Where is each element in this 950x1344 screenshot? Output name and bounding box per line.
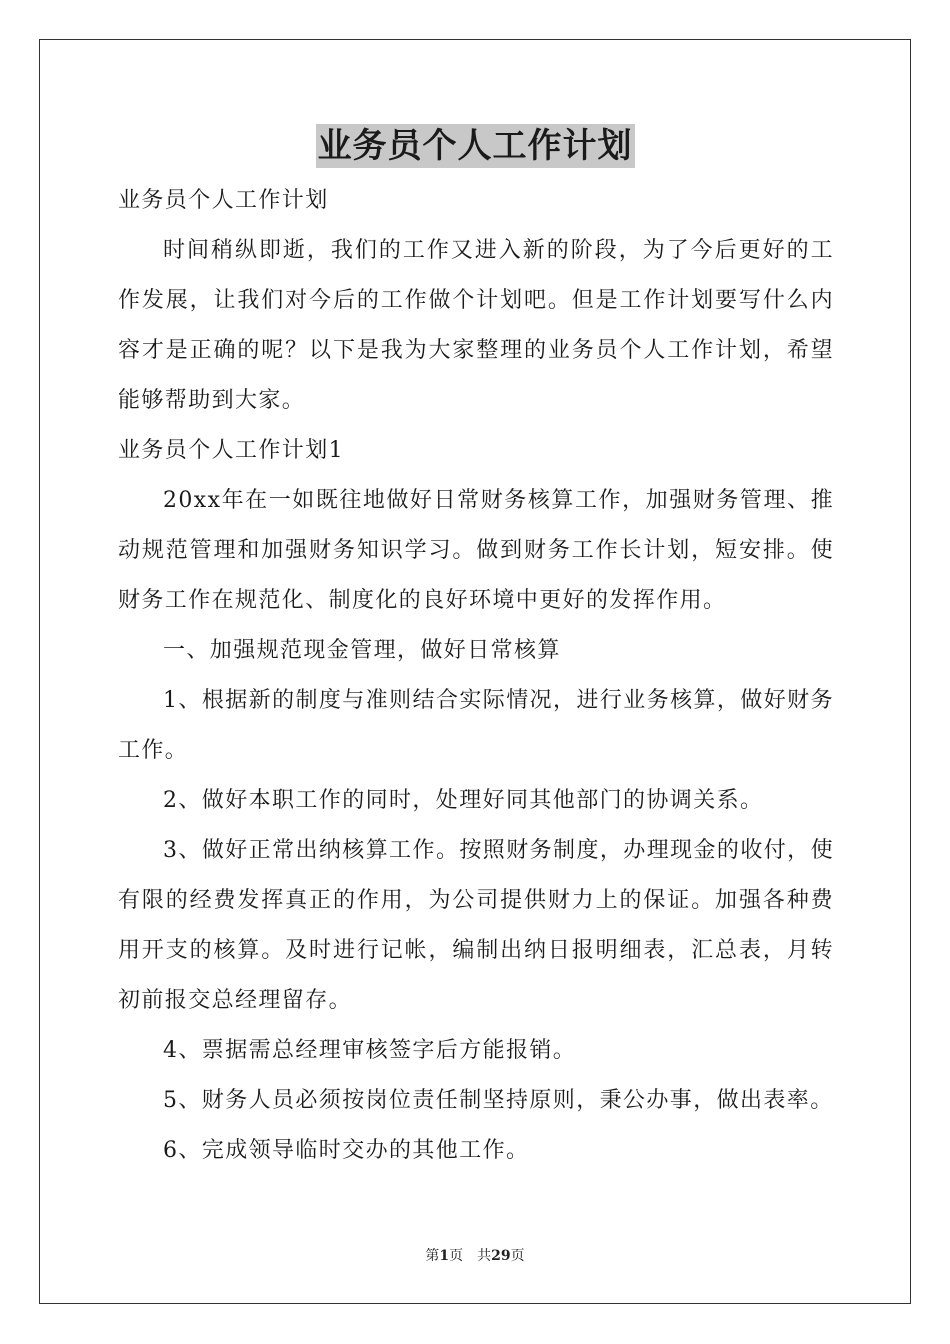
footer-total-suffix: 页: [510, 1248, 525, 1264]
document-title: [0, 124, 950, 168]
paragraph: 1、根据新的制度与准则结合实际情况，进行业务核算，做好财务工作。: [118, 688, 834, 763]
paragraph: 5、财务人员必须按岗位责任制坚持原则，秉公办事，做出表率。: [163, 1088, 834, 1113]
footer-page-suffix: 页: [449, 1248, 464, 1264]
paragraph: 20xx年在一如既往地做好日常财务核算工作，加强财务管理、推动规范管理和加强财务知识学习。做到财务工作长计划，短安排。使财务工作在规范化、制度化的良好环境中更好的发挥作用。: [118, 488, 834, 613]
footer-total-prefix: 共: [477, 1248, 492, 1264]
paragraph: 2、做好本职工作的同时，处理好同其他部门的协调关系。: [163, 788, 764, 813]
paragraph: 业务员个人工作计划1: [118, 438, 344, 463]
footer-page-number: 1: [439, 1248, 450, 1264]
footer-total-pages: 29: [491, 1248, 511, 1264]
paragraph: 3、做好正常出纳核算工作。按照财务制度，办理现金的收付，使有限的经费发挥真正的作用，为公司提供财力上的保证。加强各种费用开支的核算。及时进行记帐，编制出纳日报明细表，汇总表，月转初前报交总经理留存。: [118, 838, 834, 1013]
page-footer: [0, 1245, 950, 1265]
paragraph: 业务员个人工作计划: [118, 188, 329, 213]
footer-page-prefix: 第: [425, 1248, 440, 1264]
paragraph: 6、完成领导临时交办的其他工作。: [163, 1138, 530, 1163]
paragraph: 时间稍纵即逝，我们的工作又进入新的阶段，为了今后更好的工作发展，让我们对今后的工作做个计划吧。但是工作计划要写什么内容才是正确的呢？以下是我为大家整理的业务员个人工作计划，希望能够帮助到大家。: [118, 238, 834, 413]
paragraph: 一、加强规范现金管理，做好日常核算: [163, 638, 561, 663]
paragraph: 4、票据需总经理审核签字后方能报销。: [163, 1038, 577, 1063]
document-body: [118, 176, 834, 1176]
document-title-text: 业务员个人工作计划: [317, 126, 633, 166]
